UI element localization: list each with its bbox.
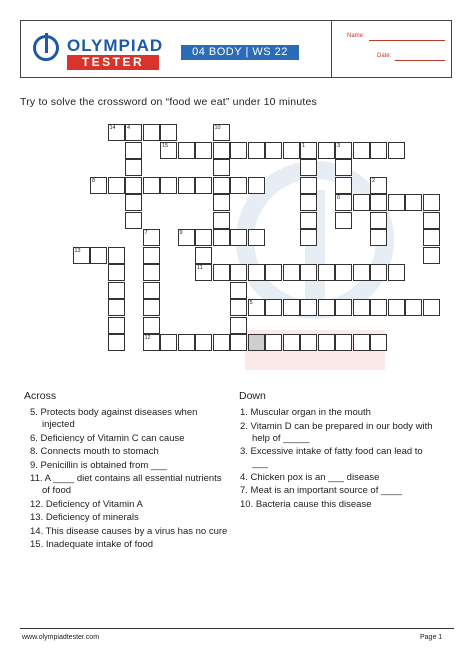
crossword-cell[interactable] (108, 124, 125, 141)
crossword-cell[interactable] (143, 264, 160, 281)
clue-number: 4 (127, 125, 131, 131)
clue-number: 12 (144, 335, 151, 341)
crossword-cell[interactable] (108, 264, 125, 281)
header-divider (331, 21, 332, 77)
crossword-cell[interactable] (318, 142, 335, 159)
crossword-cell[interactable] (335, 299, 352, 316)
crossword-cell[interactable] (423, 229, 440, 246)
clue-number: 3 (337, 142, 341, 149)
crossword-cell[interactable] (125, 159, 142, 176)
crossword-cell[interactable] (213, 229, 230, 246)
crossword-cell[interactable] (318, 264, 335, 281)
down-clue-list (240, 407, 440, 512)
crossword-cell[interactable] (335, 212, 352, 229)
page-number: Page 1 (420, 634, 443, 641)
crossword-cell[interactable] (160, 124, 177, 141)
footer-url[interactable]: www.olympiadtester.com (22, 634, 100, 641)
crossword-cell[interactable] (335, 334, 352, 351)
crossword-cell[interactable] (108, 299, 125, 316)
crossword-cell[interactable] (143, 229, 160, 246)
crossword-cell[interactable] (230, 229, 247, 246)
clue-number: 5 (249, 300, 253, 306)
crossword-cell[interactable] (108, 334, 125, 351)
crossword-cell[interactable] (143, 299, 160, 316)
crossword-cell[interactable] (388, 142, 405, 159)
crossword-cell[interactable] (108, 282, 125, 299)
crossword-cell[interactable] (335, 142, 352, 159)
crossword-cell[interactable] (230, 299, 247, 316)
crossword-cell[interactable] (213, 177, 230, 194)
crossword-cell[interactable] (90, 247, 107, 264)
crossword-cell[interactable] (143, 124, 160, 141)
crossword-cell[interactable] (195, 334, 212, 351)
crossword-cell[interactable] (195, 177, 212, 194)
crossword-cell[interactable] (108, 317, 125, 334)
crossword-cell[interactable] (318, 334, 335, 351)
down-clue: 10. Bacteria cause this disease (240, 498, 372, 510)
crossword-cell[interactable] (265, 299, 282, 316)
crossword-cell[interactable] (388, 194, 405, 211)
crossword-cell[interactable] (108, 177, 125, 194)
crossword-cell[interactable] (300, 194, 317, 211)
crossword-cell[interactable] (230, 334, 247, 351)
crossword-cell[interactable] (178, 229, 195, 246)
crossword-cell[interactable] (300, 212, 317, 229)
across-clue: 14. This disease causes by a virus has no cure (30, 525, 228, 537)
crossword-cell[interactable] (213, 124, 230, 141)
logo-bar-icon (45, 33, 48, 53)
clue-number: 2 (372, 177, 376, 184)
crossword-cell[interactable] (143, 334, 160, 351)
clue-number: 7 (144, 230, 148, 236)
crossword-cell[interactable] (143, 282, 160, 299)
crossword-cell[interactable] (125, 194, 142, 211)
crossword-cell[interactable] (248, 334, 265, 351)
crossword-cell[interactable] (370, 142, 387, 159)
logo-text-bottom: TESTER (67, 55, 159, 70)
crossword-cell[interactable] (143, 247, 160, 264)
crossword-cell[interactable] (230, 282, 247, 299)
crossword-cell[interactable] (230, 142, 247, 159)
crossword-cell[interactable] (143, 317, 160, 334)
crossword-cell[interactable] (283, 264, 300, 281)
crossword-cell[interactable] (283, 142, 300, 159)
crossword-cell[interactable] (388, 299, 405, 316)
crossword-cell[interactable] (230, 317, 247, 334)
name-field[interactable] (369, 40, 445, 41)
crossword-cell[interactable] (370, 334, 387, 351)
crossword-cell[interactable] (388, 264, 405, 281)
crossword-cell[interactable] (423, 194, 440, 211)
across-clue: 15. Inadequate intake of food (30, 539, 154, 550)
crossword-cell[interactable] (318, 299, 335, 316)
crossword-cell[interactable] (353, 194, 370, 211)
down-clue: 4. Chicken pox is an ___ disease (240, 471, 380, 483)
crossword-cell[interactable] (248, 177, 265, 194)
crossword-cell[interactable] (423, 299, 440, 316)
crossword-cell[interactable] (370, 229, 387, 246)
crossword-cell[interactable] (300, 299, 317, 316)
crossword-cell[interactable] (300, 177, 317, 194)
clue-number: 9 (179, 230, 183, 236)
date-field[interactable] (395, 60, 445, 61)
footer-divider (20, 628, 454, 629)
down-clue: 1. Muscular organ in the mouth (240, 407, 371, 418)
instructions: Try to solve the crossword on “food we eat” under 10 minutes (20, 96, 317, 108)
crossword-cell[interactable] (265, 334, 282, 351)
across-clue: 5. Protects body against diseases when injected (30, 407, 198, 430)
down-clue: 3. Excessive intake of fatty food can lead to ___ (240, 446, 423, 469)
crossword-cell[interactable] (283, 299, 300, 316)
crossword-cell[interactable] (213, 264, 230, 281)
crossword-cell[interactable] (160, 142, 177, 159)
across-clue: 9. Penicillin is obtained from ___ (30, 459, 167, 471)
crossword-cell[interactable] (300, 229, 317, 246)
clue-number: 10 (214, 125, 221, 131)
clue-number: 11 (197, 265, 203, 271)
logo-text-top: OLYMPIAD (67, 36, 164, 55)
crossword-cell[interactable] (335, 264, 352, 281)
crossword-cell[interactable] (370, 299, 387, 316)
crossword-cell[interactable] (213, 142, 230, 159)
crossword-cell[interactable] (195, 142, 212, 159)
crossword-cell[interactable] (125, 212, 142, 229)
clue-number: 1 (302, 142, 306, 149)
crossword-cell[interactable] (248, 299, 265, 316)
crossword-cell[interactable] (248, 229, 265, 246)
crossword-cell[interactable] (248, 142, 265, 159)
crossword-cell[interactable] (300, 264, 317, 281)
crossword-cell[interactable] (195, 247, 212, 264)
worksheet-header (20, 20, 452, 78)
crossword-cell[interactable] (108, 247, 125, 264)
crossword-cell[interactable] (213, 212, 230, 229)
crossword-cell[interactable] (213, 159, 230, 176)
across-heading: Across (24, 390, 57, 402)
crossword-cell[interactable] (335, 159, 352, 176)
across-clue: 13. Deficiency of minerals (30, 512, 139, 523)
worksheet-title: 04 BODY | WS 22 (181, 45, 299, 60)
clue-number: 13 (74, 247, 81, 254)
crossword-cell[interactable] (125, 124, 142, 141)
crossword-cell[interactable] (178, 177, 195, 194)
crossword-cell[interactable] (300, 142, 317, 159)
crossword-cell[interactable] (353, 264, 370, 281)
crossword-cell[interactable] (90, 177, 107, 194)
crossword-cell[interactable] (230, 264, 247, 281)
crossword-cell[interactable] (178, 142, 195, 159)
date-label: Date: (377, 53, 392, 59)
crossword-cell[interactable] (125, 177, 142, 194)
down-heading: Down (239, 390, 266, 402)
clue-number: 15 (162, 142, 169, 149)
crossword-cell[interactable] (248, 264, 265, 281)
crossword-cell[interactable] (370, 212, 387, 229)
crossword-cell[interactable] (335, 194, 352, 211)
clue-number: 14 (109, 125, 116, 131)
crossword-cell[interactable] (125, 142, 142, 159)
crossword-cell[interactable] (335, 177, 352, 194)
crossword-cell[interactable] (423, 247, 440, 264)
crossword-cell[interactable] (423, 212, 440, 229)
crossword-cell[interactable] (143, 177, 160, 194)
crossword-cell[interactable] (160, 177, 177, 194)
crossword-cell[interactable] (370, 264, 387, 281)
clue-number: 8 (92, 177, 96, 184)
across-clue-list (30, 407, 230, 553)
crossword-cell[interactable] (370, 177, 387, 194)
crossword-cell[interactable] (353, 334, 370, 351)
crossword-cell[interactable] (265, 264, 282, 281)
crossword-cell[interactable] (195, 264, 212, 281)
crossword-cell[interactable] (230, 177, 247, 194)
crossword-cell[interactable] (195, 229, 212, 246)
down-clue: 7. Meat is an important source of ____ (240, 485, 403, 496)
crossword-cell[interactable] (370, 194, 387, 211)
crossword-cell[interactable] (300, 334, 317, 351)
across-clue: 11. A ____ diet contains all essential nutrients of food (30, 473, 222, 496)
crossword-cell[interactable] (160, 334, 177, 351)
crossword-cell[interactable] (300, 159, 317, 176)
name-label: Name: (347, 33, 365, 39)
clue-number: 6 (337, 195, 341, 201)
across-clue: 6. Deficiency of Vitamin C can cause (30, 432, 185, 444)
crossword-cell[interactable] (405, 299, 422, 316)
crossword-cell[interactable] (213, 194, 230, 211)
crossword-cell[interactable] (353, 299, 370, 316)
crossword-cell[interactable] (73, 247, 90, 264)
across-clue: 8. Connects mouth to stomach (30, 446, 159, 457)
across-clue: 12. Deficiency of Vitamin A (30, 498, 143, 510)
crossword-cell[interactable] (178, 334, 195, 351)
crossword-cell[interactable] (405, 194, 422, 211)
down-clue: 2. Vitamin D can be prepared in our body with help of _____ (240, 420, 433, 444)
crossword-cell[interactable] (265, 142, 282, 159)
crossword-cell[interactable] (353, 142, 370, 159)
crossword-cell[interactable] (283, 334, 300, 351)
crossword-cell[interactable] (213, 334, 230, 351)
